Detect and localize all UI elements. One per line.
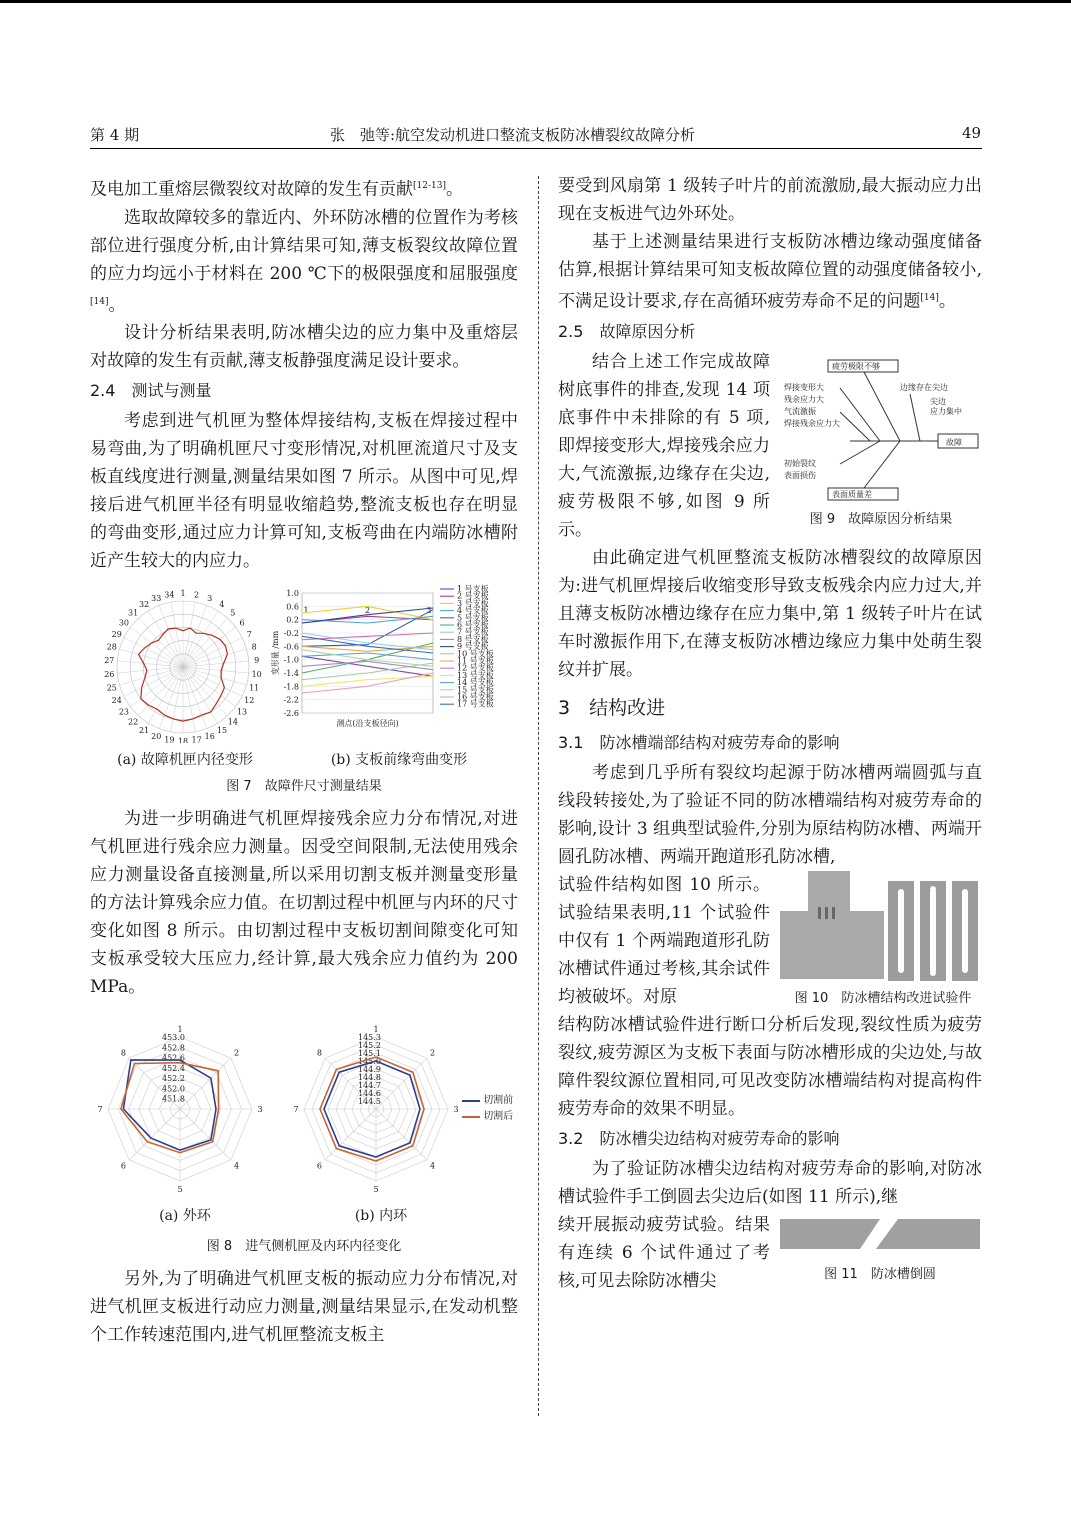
figure-11 [780, 1211, 980, 1295]
radar-spoke [180, 1058, 231, 1109]
polar-tick-label: 34 [164, 590, 175, 600]
node-label: 初始裂纹 [784, 458, 816, 468]
polar-chart-fig7a [98, 583, 268, 743]
radar-tick-label: 452.2 [162, 1074, 185, 1084]
header-rule [90, 148, 982, 149]
legend-label: 2 号支板 [457, 592, 489, 602]
radar-tick-label: 144.8 [358, 1073, 381, 1083]
legend-item: 切割前 [462, 1093, 513, 1109]
legend [462, 1093, 513, 1125]
polar-tick-label: 14 [227, 717, 238, 727]
subcaption: (b) 支板前缘弯曲变形 [330, 752, 468, 769]
legend-label: 13 号支板 [457, 671, 494, 681]
radar-axis-label: 2 [234, 1048, 240, 1058]
node-label: 疲劳极限不够 [832, 361, 880, 371]
polar-tick-label: 31 [128, 608, 139, 618]
paragraph: 选取故障较多的靠近内、外环防冰槽的位置作为考核部位进行强度分析,由计算结果可知,薄支板裂纹故障位置的应力均远小于材料在 200 ℃下的极限强度和屈服强度[14]。 [90, 207, 518, 316]
radar-axis-label: 8 [120, 1048, 126, 1058]
radar-tick-label: 145.2 [358, 1041, 381, 1051]
legend-label: 5 号支板 [457, 613, 489, 623]
polar-tick-label: 24 [111, 696, 122, 706]
left-column [90, 172, 518, 1349]
y-tick-label: -1.0 [283, 655, 299, 665]
section-heading: 3.2 防冰槽尖边结构对疲劳寿命的影响 [558, 1128, 840, 1148]
radar-tick-label: 452.0 [162, 1084, 185, 1094]
radar-chart-fig8a [90, 1015, 270, 1200]
polar-tick-label: 4 [219, 600, 225, 610]
paragraph: 设计分析结果表明,防冰槽尖边的应力集中及重熔层对故障的发生有贡献,薄支板静强度满足设计要求。 [90, 323, 518, 372]
citation: [12-13] [413, 181, 446, 191]
polar-tick-label: 6 [239, 618, 245, 628]
radar-axis-label: 4 [234, 1161, 240, 1171]
x-point-label: 2 [364, 606, 371, 616]
legend-label: 7 号支板 [457, 628, 489, 638]
figure-9 [780, 348, 982, 544]
legend-label: 9 号支板 [457, 642, 489, 652]
groove-fillet-photo [780, 1215, 980, 1253]
y-tick-label: -0.2 [283, 629, 299, 639]
branch [910, 394, 920, 441]
wrap-block [558, 348, 982, 544]
polar-tick-label: 8 [251, 643, 257, 653]
page-number: 49 [962, 124, 982, 142]
paragraph: 考虑到进气机匣为整体焊接结构,支板在焊接过程中易弯曲,为了明确机匣尺寸变形情况,对机匣流道尺寸及支板直线度进行测量,测量结果如图 7 所示。从图中可见,焊接后进气机匣半径有明显收缩趋势,整流支板也存在明显的弯曲变形,通过应力计算可知,支板弯曲在内端防冰槽附近产生较大的内应力。 [90, 411, 518, 572]
wrap-block [558, 871, 982, 1011]
node-label: 表面质量差 [832, 489, 872, 499]
polar-tick-label: 12 [244, 696, 255, 706]
radar-spoke [129, 1109, 180, 1160]
paragraph: 续开展振动疲劳试验。结果有连续 6 个试件通过了考核,可见去除防冰槽尖 [558, 1214, 770, 1291]
polar-spoke [139, 667, 183, 716]
radar-axis-label: 7 [97, 1105, 103, 1115]
node-label: 表面损伤 [784, 470, 816, 480]
node-label: 焊接残余应力大 [784, 418, 840, 428]
node-label: 气流激振 [784, 406, 816, 416]
legend-label: 3 号支板 [457, 599, 489, 609]
figure-caption: 图 10 防冰槽结构改进试验件 [794, 990, 972, 1006]
paragraph: 为进一步明确进气机匣焊接残余应力分布情况,对进气机匣进行残余应力测量。因受空间限制,无法使用残余应力测量设备直接测量,所以采用切割支板并测量变形量的方法计算残余应力值。在切割过程中机匣与内环的尺寸变化如图 8 所示。由切割过程中支板切割间隙变化可知支板承受较大压应力,经计算,最大残余应力值约为 200 MPa。 [90, 809, 518, 998]
polar-tick-label: 5 [230, 608, 236, 618]
polar-tick-label: 26 [104, 670, 115, 680]
figure-caption: 图 9 故障原因分析结果 [809, 511, 953, 527]
branch [840, 441, 880, 464]
paragraph: 结构防冰槽试验件进行断口分析后发现,裂纹性质为疲劳裂纹,疲劳源区为支板下表面与防冰槽形成的尖边处,与故障件裂纹源位置相同,可见改变防冰槽端结构对提高构件疲劳寿命的效果不明显。 [558, 1014, 982, 1119]
polar-tick-label: 20 [151, 732, 162, 742]
polar-tick-label: 1 [180, 589, 186, 599]
legend-label: 14 号支板 [457, 678, 494, 688]
polar-tick-label: 11 [249, 683, 260, 693]
figure-caption: 图 11 防冰槽倒圆 [824, 1266, 936, 1282]
polar-tick-label: 2 [194, 590, 200, 600]
radar-axis-label: 6 [120, 1161, 126, 1171]
radar-axis-label: 8 [316, 1048, 322, 1058]
y-tick-label: -1.4 [283, 669, 299, 679]
citation: [14] [920, 293, 939, 303]
subcaption: (b) 内环 [354, 1208, 408, 1225]
section-heading: 3.1 防冰槽端部结构对疲劳寿命的影响 [558, 732, 840, 752]
polar-tick-label: 15 [216, 726, 228, 736]
y-tick-label: 0.6 [286, 602, 299, 612]
subcaption: (a) 外环 [159, 1208, 211, 1225]
polar-tick-label: 7 [246, 630, 252, 640]
paragraph: 结合上述工作完成故障树底事件的排查,发现 14 项底事件中未排除的有 5 项,即焊接变形大,焊接残余应力大,气流激振,边缘存在尖边,疲劳极限不够,如图 9 所示。 [558, 351, 770, 540]
polar-tick-label: 25 [106, 683, 117, 693]
y-tick-label: -2.6 [283, 709, 299, 719]
polar-tick-label: 27 [104, 656, 115, 666]
node-label: 边缘存在尖边 [900, 382, 948, 392]
y-tick-label: -2.2 [283, 695, 299, 705]
series-line [302, 673, 433, 693]
polar-tick-label: 17 [191, 736, 202, 744]
y-tick-label: -0.6 [283, 642, 299, 652]
top-border [0, 0, 1071, 3]
paragraph: 考虑到几乎所有裂纹均起源于防冰槽两端圆弧与直线段转接处,为了验证不同的防冰槽端结构对疲劳寿命的影响,设计 3 组典型试验件,分别为原结构防冰槽、两端开圆孔防冰槽、两端开跑道形孔防冰槽, [558, 762, 982, 867]
subcaption: (a) 故障机匣内径变形 [117, 752, 253, 769]
node-label: 残余应力大 [784, 394, 824, 404]
specimen-photo [780, 871, 986, 983]
running-title: 张 弛等:航空发动机进口整流支板防冰槽裂纹故障分析 [330, 126, 696, 144]
issue-number: 第 4 期 [90, 126, 140, 144]
legend-label: 17 号支板 [457, 700, 494, 710]
radar-tick-label: 144.5 [358, 1097, 381, 1107]
polar-tick-label: 13 [236, 707, 248, 717]
figure-7 [90, 583, 518, 793]
paragraph: 要受到风扇第 1 级转子叶片的前流激励,最大振动应力出现在支板进气边外环处。 [558, 176, 982, 224]
legend-label: 6 号支板 [457, 620, 489, 630]
radar-axis-label: 1 [177, 1025, 183, 1035]
radar-axis-label: 4 [430, 1161, 436, 1171]
legend-label: 1 号支板 [457, 584, 489, 594]
branch [864, 441, 900, 488]
polar-tick-label: 9 [254, 656, 260, 666]
radar-axis-label: 5 [373, 1185, 379, 1195]
paragraph: 试验件结构如图 10 所示。试验结果表明,11 个试验件中仅有 1 个两端跑道形孔防冰槽试件通过考核,其余试件均被破坏。对原 [558, 874, 770, 1007]
figure-10 [780, 871, 986, 1011]
series-line [302, 653, 433, 660]
legend-label: 15 号支板 [457, 685, 494, 695]
y-tick-label: 0.2 [286, 615, 299, 625]
radar-tick-label: 144.7 [358, 1081, 381, 1091]
fishbone-diagram [780, 354, 982, 504]
polar-tick-label: 22 [128, 717, 139, 727]
line-chart-fig7b [268, 583, 518, 743]
wrap-block [558, 1211, 982, 1295]
polar-tick-label: 21 [138, 726, 150, 736]
y-tick-label: -1.8 [283, 682, 299, 692]
polar-tick-label: 30 [118, 618, 130, 628]
radar-tick-label: 144.9 [358, 1065, 381, 1075]
radar-spoke [180, 1109, 231, 1160]
radar-spoke [376, 1058, 427, 1109]
legend-label: 10 号支板 [457, 649, 494, 659]
polar-tick-label: 16 [204, 732, 215, 742]
radar-axis-label: 2 [430, 1048, 436, 1058]
radar-axis-label: 1 [373, 1025, 379, 1035]
polar-tick-label: 18 [177, 737, 189, 744]
column-divider [538, 176, 539, 1416]
paragraph: 另外,为了明确进气机匣支板的振动应力分布情况,对进气机匣支板进行动应力测量,测量结果显示,在发动机整个工作转速范围内,进气机匣整流支板主 [90, 1269, 518, 1346]
node-label: 焊接变形大 [784, 382, 824, 392]
branch [840, 388, 880, 441]
radar-axis-label: 3 [257, 1105, 263, 1115]
radar-axis-label: 3 [453, 1105, 459, 1115]
radar-tick-label: 145.3 [358, 1033, 381, 1043]
branch [864, 372, 900, 441]
polar-tick-label: 23 [118, 707, 130, 717]
section-heading: 2.5 故障原因分析 [558, 321, 696, 341]
radar-axis-label: 6 [316, 1161, 322, 1171]
citation: [14] [90, 296, 109, 307]
y-tick-label: 1.0 [286, 589, 299, 599]
radar-tick-label: 451.8 [162, 1095, 185, 1105]
radar-axis-label: 7 [293, 1105, 299, 1115]
legend-label: 8 号支板 [457, 635, 489, 645]
legend-label: 16 号支板 [457, 692, 494, 702]
paragraph: 为了验证防冰槽尖边结构对疲劳寿命的影响,对防冰槽试验件手工倒圆去尖边后(如图 11 所示),继 [558, 1158, 982, 1207]
series-line [302, 633, 433, 650]
radar-tick-label: 452.8 [162, 1043, 185, 1053]
x-axis-label: 测点(沿支板径向) [336, 719, 399, 729]
legend-item: 切割后 [462, 1109, 513, 1125]
radar-spoke [376, 1109, 427, 1160]
figure-caption: 图 7 故障件尺寸测量结果 [226, 779, 382, 795]
polar-tick-label: 10 [251, 670, 262, 680]
fault-label: 故障 [946, 437, 962, 447]
polar-spoke [183, 619, 227, 668]
polar-tick-label: 19 [164, 736, 175, 744]
polar-spoke [139, 619, 183, 668]
legend-label: 11 号支板 [457, 656, 494, 666]
node-label: 尖边 [930, 396, 946, 406]
radar-tick-label: 145.1 [358, 1049, 381, 1059]
polar-tick-label: 33 [151, 594, 162, 604]
x-point-label: 1 [303, 606, 309, 616]
node-label: 应力集中 [930, 406, 962, 416]
paragraph: 由此确定进气机匣整流支板防冰槽裂纹的故障原因为:进气机匣焊接后收缩变形导致支板残余内应力过大,并且薄支板防冰槽边缘存在应力集中,第 1 级转子叶片在试车时激振作用下,在薄支板防冰槽边缘应力集中处萌生裂纹并扩展。 [558, 547, 982, 680]
figure-caption: 图 8 进气侧机匣及内环内径变化 [206, 1239, 402, 1255]
x-point-label: 3 [426, 606, 432, 616]
radar-axis-label: 5 [177, 1185, 183, 1195]
radar-tick-label: 144.6 [358, 1089, 381, 1099]
y-axis-label: 变形量 /mm [271, 631, 280, 676]
polar-tick-label: 29 [111, 630, 122, 640]
radar-tick-label: 452.4 [162, 1064, 185, 1074]
legend-label: 12 号支板 [457, 664, 494, 674]
paragraph: 基于上述测量结果进行支板防冰槽边缘动强度储备估算,根据计算结果可知支板故障位置的动强度储备较小,不满足设计要求,存在高循环疲劳寿命不足的问题[14]。 [558, 232, 982, 312]
legend-label: 4 号支板 [457, 606, 489, 616]
paragraph: 及电加工重熔层微裂纹对故障的发生有贡献[12-13]。 [90, 179, 463, 200]
polar-tick-label: 32 [138, 600, 150, 610]
branch [840, 412, 870, 441]
radar-chart-fig8b [286, 1015, 466, 1200]
polar-tick-label: 28 [106, 643, 117, 653]
radar-tick-label: 453.0 [162, 1033, 185, 1043]
right-column [558, 172, 982, 1295]
figure-8 [90, 1015, 518, 1255]
radar-tick-label: 452.6 [162, 1053, 185, 1063]
section-heading: 2.4 测试与测量 [90, 381, 212, 401]
section-heading: 3 结构改进 [558, 696, 666, 719]
radar-tick-label: 145.0 [358, 1057, 381, 1067]
polar-tick-label: 3 [207, 594, 213, 604]
